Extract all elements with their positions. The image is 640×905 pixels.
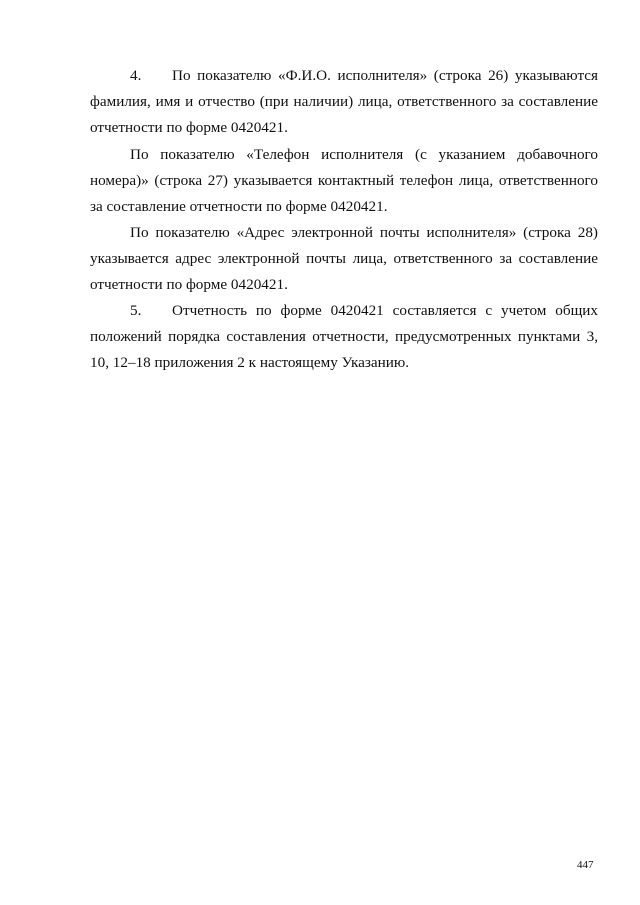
paragraph-number: 5. <box>130 302 142 319</box>
paragraph-text: Отчетность по форме 0420421 составляется с учетом общих положений порядка составления отчетности, предусмотренных пунктами 3, 10, 12–18 приложения 2 к настоящему Указанию. <box>90 302 598 371</box>
paragraph-text: По показателю «Адрес электронной почты исполнителя» (строка 28) указывается адрес электронной почты лица, ответственного за составление отчетности по форме 0420421. <box>90 224 598 293</box>
paragraph-item-4 <box>90 63 598 141</box>
paragraph-text: По показателю «Ф.И.О. исполнителя» (строка 26) указываются фамилия, имя и отчество (при наличии) лица, ответственного за составление отчетности по форме 0420421. <box>90 67 598 136</box>
page-number: 447 <box>577 859 594 871</box>
paragraph-text: По показателю «Телефон исполнителя (с указанием добавочного номера)» (строка 27) указывается контактный телефон лица, ответственного за составление отчетности по форме 0420421. <box>90 146 598 215</box>
paragraph-phone <box>90 142 598 220</box>
paragraph-number: 4. <box>130 67 142 84</box>
paragraph-item-5 <box>90 298 598 376</box>
paragraph-email <box>90 220 598 298</box>
